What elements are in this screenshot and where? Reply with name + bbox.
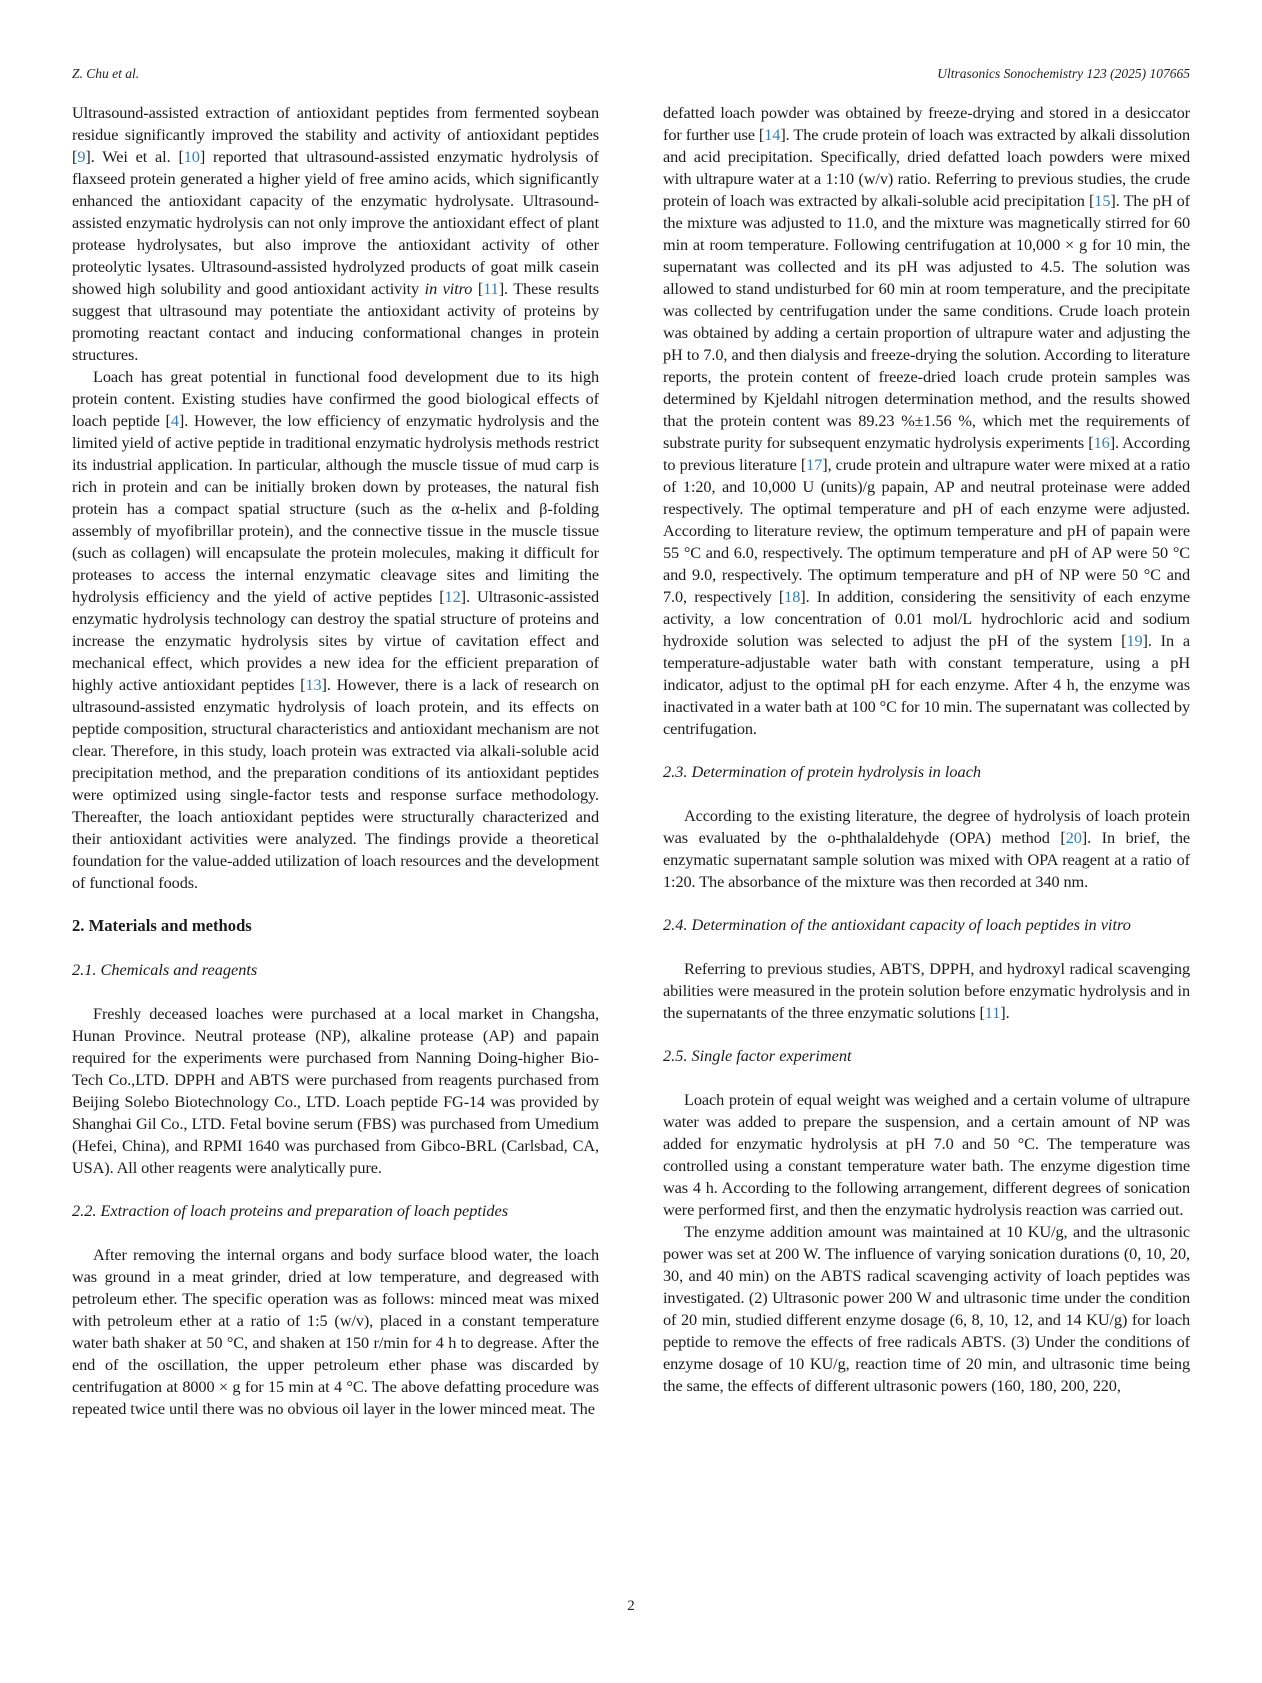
citation-ref[interactable]: 18 (784, 587, 801, 606)
text-run: ]. In brief, the enzymatic supernatant sample solution was mixed with OPA reagent at a ratio of 1:20. The absorbance of the mixture was then recorded at 340 nm. (663, 828, 1190, 891)
citation-ref[interactable]: 20 (1065, 828, 1082, 847)
text-run: ]. According to previous literature [ (663, 433, 1190, 474)
citation-ref[interactable]: 17 (806, 455, 823, 474)
subsection-heading: 2.3. Determination of protein hydrolysis in loach (663, 762, 982, 781)
citation-ref[interactable]: 10 (183, 147, 200, 166)
text-run: ]. (1000, 1003, 1010, 1022)
text-run: According to the existing literature, the degree of hydrolysis of loach protein was evaluated by the o-phthalaldehyde (OPA) method [ (663, 806, 1190, 847)
text-run: ] reported that ultrasound-assisted enzymatic hydrolysis of flaxseed protein generated a higher yield of free amino acids, which significantly enhanced the antioxidant capacity of the enzymatic hydrolysate. Ultrasound-assisted enzymatic hydrolysis can not only improve the antioxidant effect of plant protease hydrolysates, but also improve the antioxidant activity of other proteolytic lysates. Ultrasound-assisted hydrolyzed products of goat milk casein showed high solubility and good antioxidant activity (72, 147, 599, 298)
subsection-heading: 2.2. Extraction of loach proteins and preparation of loach peptides (72, 1201, 509, 1220)
text-run: ]. However, the low efficiency of enzymatic hydrolysis and the limited yield of active peptide in traditional enzymatic hydrolysis methods restrict its industrial application. In particular, although the muscle tissue of mud carp is rich in protein and can be initially broken down by proteases, the natural fish protein has a compact spatial structure (such as the α-helix and β-folding assembly of myofibrillar protein), and the connective tissue in the muscle tissue (such as collagen) will encapsulate the protein molecules, making it difficult for proteases to access the internal enzymatic cleavage sites and limiting the hydrolysis efficiency and the yield of active peptides [ (72, 411, 599, 606)
text-run: After removing the internal organs and body surface blood water, the loach was ground in a meat grinder, dried at low temperature, and degreased with petroleum ether. The specific operation was as follows: minced meat was mixed with petroleum ether at a ratio of 1:5 (w/v), placed in a constant temperature water bath shaker at 50 °C, and shaken at 150 r/min for 4 h to degrease. After the end of the oscillation, the upper petroleum ether phase was discarded by centrifugation at 8000 × g for 15 min at 4 °C. The above defatting procedure was repeated twice until there was no obvious oil layer in the lower minced meat. The (72, 1245, 599, 1418)
citation-ref[interactable]: 9 (77, 147, 86, 166)
text-run: ]. The crude protein of loach was extracted by alkali dissolution and acid precipitation. Specifically, dried defatted loach powders were mixed with ultrapure water at a 1:10 (w/v) ratio. Referring to previous studies, the crude protein of loach was extracted by alkali-soluble acid precipitation [ (663, 125, 1190, 210)
text-run: defatted loach powder was obtained by freeze-drying and stored in a desiccator for further use [ (663, 103, 1190, 144)
left-column (72, 102, 599, 1420)
paragraph (72, 1003, 599, 1179)
text-run: ], crude protein and ultrapure water were mixed at a ratio of 1:20, and 10,000 U (units)/g papain, AP and neutral proteinase were added respectively. The optimal temperature and pH of each enzyme were adjusted. According to literature review, the optimum temperature and pH of papain were 55 °C and 6.0, respectively. The optimum temperature and pH of AP were 50 °C and 9.0, respectively. The optimum temperature and pH of NP were 50 °C and 7.0, respectively [ (663, 455, 1190, 606)
citation-ref[interactable]: 12 (444, 587, 461, 606)
italic-text: in vitro (424, 279, 473, 298)
subsection-heading: 2.5. Single factor experiment (663, 1046, 852, 1065)
running-head (72, 66, 1190, 82)
page-number: 2 (627, 1598, 635, 1614)
two-column-body (72, 102, 1190, 1420)
citation-ref[interactable]: 13 (305, 675, 322, 694)
citation-ref[interactable]: 15 (1094, 191, 1111, 210)
text-run: ]. In addition, considering the sensitivity of each enzyme activity, a low concentration of 0.01 mol/L hydrochloric acid and sodium hydroxide solution was selected to adjust the pH of the system [ (663, 587, 1190, 650)
citation-ref[interactable]: 11 (483, 279, 499, 298)
citation-ref[interactable]: 16 (1093, 433, 1110, 452)
text-run: Ultrasound-assisted extraction of antioxidant peptides from fermented soybean residue significantly improved the stability and activity of antioxidant peptides [ (72, 103, 599, 166)
citation-ref[interactable]: 4 (170, 411, 179, 430)
citation-ref[interactable]: 14 (764, 125, 781, 144)
text-run: [ (472, 279, 484, 298)
text-run: The enzyme addition amount was maintained at 10 KU/g, and the ultrasonic power was set at 200 W. The influence of varying sonication durations (0, 10, 20, 30, and 40 min) on the ABTS radical scavenging activity of loach peptides was investigated. (2) Ultrasonic power 200 W and ultrasonic time under the condition of 20 min, studied different enzyme dosage (6, 8, 10, 12, and 14 KU/g) for loach peptide to remove the effects of free radicals ABTS. (3) Under the conditions of enzyme dosage of 10 KU/g, reaction time of 20 min, and ultrasonic time being the same, the effects of different ultrasonic powers (160, 180, 200, 220, (663, 1222, 1190, 1395)
subsection-heading: 2.1. Chemicals and reagents (72, 960, 258, 979)
paragraph (663, 102, 1190, 740)
subsection-heading: 2.4. Determination of the antioxidant capacity of loach peptides in vitro (663, 915, 1131, 934)
section-heading: 2. Materials and methods (72, 916, 252, 935)
text-run: Freshly deceased loaches were purchased at a local market in Changsha, Hunan Province. Neutral protease (NP), alkaline protease (AP) and papain required for the experiments were purchased from Nanning Doing-higher Bio-Tech Co.,LTD. DPPH and ABTS were purchased from reagents purchased from Beijing Solebo Biotechnology Co., LTD. Loach peptide FG-14 was provided by Shanghai Gil Co., LTD. Fetal bovine serum (FBS) was purchased from Umedium (Hefei, China), and RPMI 1640 was purchased from Gibco-BRL (Carlsbad, CA, USA). All other reagents were analytically pure. (72, 1004, 599, 1177)
text-run: ]. Ultrasonic-assisted enzymatic hydrolysis technology can destroy the spatial structure of proteins and increase the enzymatic hydrolysis sites by virtue of cavitation effect and mechanical effect, which provides a new idea for the efficient preparation of highly active antioxidant peptides [ (72, 587, 599, 694)
paragraph (72, 366, 599, 894)
text-run: Loach protein of equal weight was weighed and a certain volume of ultrapure water was added to prepare the suspension, and a certain amount of NP was added for enzymatic hydrolysis at pH 7.0 and 50 °C. The temperature was controlled using a constant temperature water bath. The enzyme digestion time was 4 h. According to the following arrangement, different degrees of sonication were performed first, and then the enzymatic hydrolysis reaction was carried out. (663, 1090, 1190, 1219)
text-run: ]. These results suggest that ultrasound may potentiate the antioxidant activity of proteins by promoting reactant contact and inducing conformational changes in protein structures. (72, 279, 599, 364)
text-run: ]. The pH of the mixture was adjusted to 11.0, and the mixture was magnetically stirred for 60 min at room temperature. Following centrifugation at 10,000 × g for 10 min, the supernatant was collected and its pH was adjusted to 4.5. The solution was allowed to stand undisturbed for 60 min at room temperature, and the precipitate was collected by centrifugation under the same conditions. Crude loach protein was obtained by adding a certain proportion of ultrapure water and adjusting the pH to 7.0, and then dialysis and freeze-drying the solution. According to literature reports, the protein content of freeze-dried loach crude protein samples was determined by Kjeldahl nitrogen determination method, and the results showed that the protein content was 89.23 %±1.56 %, which met the requirements of substrate purity for subsequent enzymatic hydrolysis experiments [ (663, 191, 1190, 452)
paragraph (663, 1221, 1190, 1397)
citation-ref[interactable]: 11 (984, 1003, 1001, 1022)
paragraph (72, 1244, 599, 1420)
text-run: ]. Wei et al. [ (85, 147, 184, 166)
text-run: Referring to previous studies, ABTS, DPPH, and hydroxyl radical scavenging abilities were measured in the protein solution before enzymatic hydrolysis and in the supernatants of the three enzymatic solutions [ (663, 959, 1190, 1022)
text-run: ]. In a temperature-adjustable water bath with constant temperature, using a pH indicator, adjust to the optimal pH for each enzyme. After 4 h, the enzyme was inactivated in a water bath at 100 °C for 10 min. The supernatant was collected by centrifugation. (663, 631, 1190, 738)
paragraph (663, 805, 1190, 893)
paragraph (663, 1089, 1190, 1221)
text-run: ]. However, there is a lack of research on ultrasound-assisted enzymatic hydrolysis of loach protein, and its effects on peptide composition, structural characteristics and antioxidant mechanism are not clear. Therefore, in this study, loach protein was extracted via alkali-soluble acid precipitation method, and the preparation conditions of its antioxidant peptides were optimized using single-factor tests and response surface methodology. Thereafter, the loach antioxidant peptides were structurally characterized and their antioxidant activities were analyzed. The findings provide a theoretical foundation for the value-added utilization of loach resources and the development of functional foods. (72, 675, 599, 892)
text-run: Loach has great potential in functional food development due to its high protein content. Existing studies have confirmed the good biological effects of loach peptide [ (72, 367, 599, 430)
paragraph (663, 958, 1190, 1024)
right-column (663, 102, 1190, 1420)
journal-citation: Ultrasonics Sonochemistry 123 (2025) 107665 (937, 66, 1190, 81)
running-author: Z. Chu et al. (72, 66, 140, 81)
citation-ref[interactable]: 19 (1126, 631, 1143, 650)
paragraph (72, 102, 599, 366)
